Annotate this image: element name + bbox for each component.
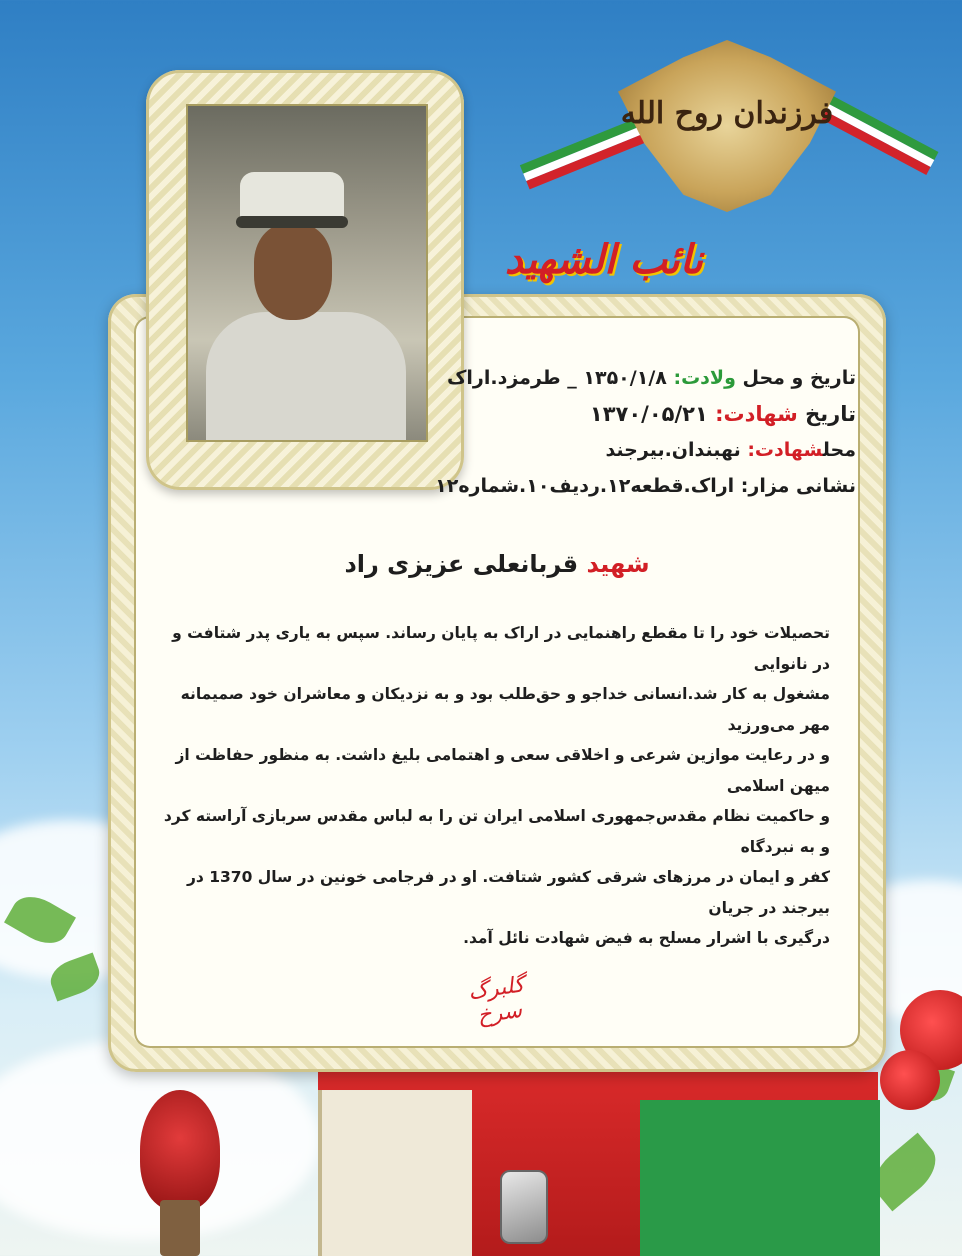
martyrdom-date-value: ۱۳۷۰/۰۵/۲۱	[589, 402, 716, 426]
grave-label: نشانی مزار:	[740, 475, 856, 497]
coffin-side	[318, 1090, 472, 1256]
birth-row	[436, 360, 856, 396]
tulip-monument-icon	[140, 1090, 220, 1210]
flag-green-stripe	[640, 1100, 880, 1256]
martyrdom-place-label-highlight: شهادت:	[747, 439, 823, 461]
martyr-title: شهید	[586, 550, 650, 578]
birth-label: تاریخ و محل	[735, 367, 856, 389]
face	[254, 224, 332, 320]
martyrdom-place-value: نهبندان.بیرجند	[605, 439, 748, 461]
grave-value: اراک.قطعه۱۲.ردیف۱۰.شماره۱۲	[435, 475, 741, 497]
bio-line: مشغول به کار شد.انسانی خداجو و حق‌طلب بود و به نزدیکان و معاشران خود صمیمانه مهر می‌ورزید	[180, 685, 830, 734]
martyrdom-date-label-highlight: شهادت:	[715, 402, 798, 426]
cap-visor	[236, 216, 348, 228]
monument-base	[160, 1200, 200, 1256]
birth-label-highlight: ولادت:	[673, 367, 736, 389]
martyrdom-place-row	[436, 432, 856, 468]
bio-line: درگیری با اشرار مسلح به فیض شهادت نائل آمد.	[463, 929, 830, 947]
bio-line: و در رعایت موازین شرعی و اخلاقی سعی و اهتمامی بلیغ داشت. به منظور حفاظت از میهن اسلامی	[175, 746, 830, 795]
uniform-shirt	[206, 312, 406, 442]
martyr-info	[436, 360, 856, 504]
subtitle-calligraphy: نائب الشهید	[504, 236, 704, 283]
signature-logo: گلبرگ سرخ	[466, 972, 526, 1029]
bio-line: و حاکمیت نظام مقدس‌جمهوری اسلامی ایران تن را به لباس مقدس سربازی آراسته کرد و به نبردگاه	[163, 807, 830, 856]
martyr-full-name: قربانعلی عزیزی راد	[344, 550, 587, 578]
dog-tag-icon	[500, 1170, 548, 1244]
martyrdom-place-label: محل	[822, 439, 856, 461]
martyr-name	[136, 550, 858, 578]
emblem-calligraphy: فرزندان روح الله	[620, 96, 834, 131]
martyrdom-date-label: تاریخ	[797, 402, 856, 426]
bio-line: کفر و ایمان در مرزهای شرقی کشور شتافت. او در فرجامی خونین در سال 1370 در بیرجند در جریان	[186, 868, 830, 917]
martyr-photo	[186, 104, 428, 442]
grave-row	[436, 468, 856, 504]
bio-line: تحصیلات خود را تا مقطع راهنمایی در اراک به پایان رساند. سپس به یاری پدر شتافت و در نانوایی	[172, 624, 830, 673]
martyrdom-date-row	[436, 396, 856, 432]
biography	[154, 618, 830, 954]
birth-value: ۱۳۵۰/۱/۸ _ طرمزد.اراک	[446, 367, 674, 389]
rose-icon	[880, 1050, 940, 1110]
